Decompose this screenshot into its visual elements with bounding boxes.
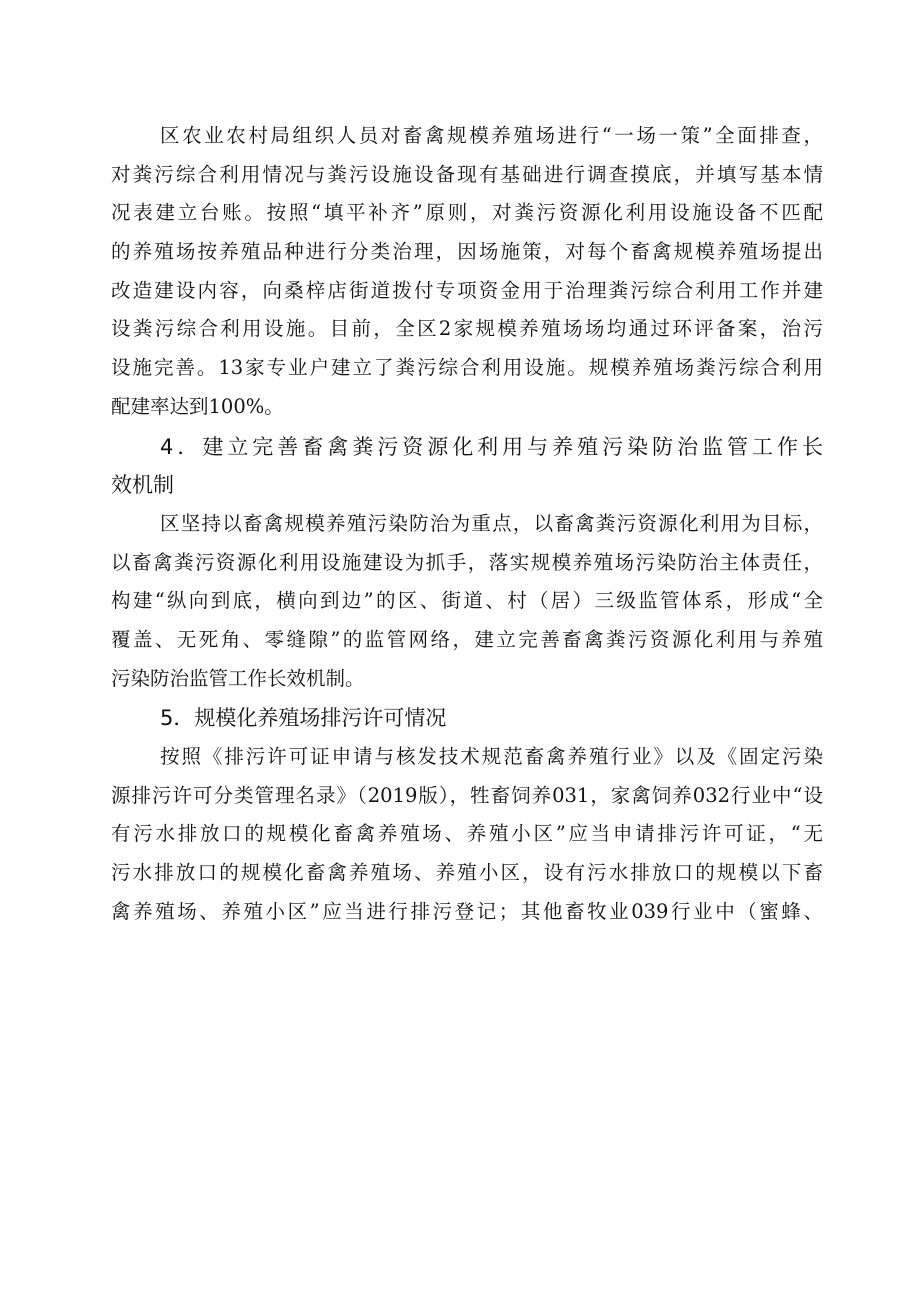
paragraph-1 [111, 117, 823, 427]
section-heading-5 [111, 699, 823, 738]
section-heading-5-line: 5．规模化养殖场排污许可情况 [160, 706, 447, 731]
paragraph-3-line: 按照《排污许可证申请与核发技术规范畜禽养殖行业》以及《固定污染 [160, 745, 823, 768]
paragraph-2-line: 覆盖、无死角、零缝隙”的监管网络，建立完善畜禽粪污资源化利用与养殖 [111, 627, 823, 651]
paragraph-1-line: 区农业农村局组织人员对畜禽规模养殖场进行“一场一策”全面排查， [160, 124, 823, 147]
paragraph-3-line: 禽养殖场、养殖小区”应当进行排污登记；其他畜牧业039行业中（蜜蜂、 [111, 899, 823, 923]
paragraph-1-line: 况表建立台账。按照“填平补齐”原则，对粪污资源化利用设施设备不匹配 [111, 201, 823, 225]
paragraph-2-line: 污染防治监管工作长效机制。 [111, 666, 365, 690]
paragraph-1-line: 配建率达到100%。 [111, 394, 284, 418]
paragraph-1-line: 对粪污综合利用情况与粪污设施设备现有基础进行调查摸底，并填写基本情 [111, 162, 823, 186]
document-page [111, 117, 823, 931]
section-heading-4 [111, 428, 823, 505]
paragraph-3 [111, 738, 823, 931]
section-heading-4-line: 4．建立完善畜禽粪污资源化利用与养殖污染防治监管工作长 [160, 434, 823, 459]
paragraph-2-line: 以畜禽粪污资源化利用设施建设为抓手，落实规模养殖场污染防治主体责任， [111, 550, 823, 574]
paragraph-1-line: 改造建设内容，向桑梓店街道拨付专项资金用于治理粪污综合利用工作并建 [111, 278, 823, 302]
paragraph-2-line: 区坚持以畜禽规模养殖污染防治为重点，以畜禽粪污资源化利用为目标， [160, 511, 823, 535]
paragraph-3-line: 污水排放口的规模化畜禽养殖场、养殖小区，设有污水排放口的规模以下畜 [111, 861, 823, 885]
paragraph-3-line: 源排污许可分类管理名录》（2019版），牲畜饲养031，家禽饲养032行业中“设 [111, 783, 823, 807]
section-heading-4-line: 效机制 [111, 473, 174, 498]
paragraph-2 [111, 505, 823, 698]
paragraph-1-line: 设施完善。13家专业户建立了粪污综合利用设施。规模养殖场粪污综合利用 [111, 356, 823, 380]
paragraph-1-line: 的养殖场按养殖品种进行分类治理，因场施策，对每个畜禽规模养殖场提出 [111, 240, 823, 264]
paragraph-2-line: 构建“纵向到底，横向到边”的区、街道、村（居）三级监管体系，形成“全 [111, 589, 823, 613]
paragraph-3-line: 有污水排放口的规模化畜禽养殖场、养殖小区”应当申请排污许可证，“无 [111, 822, 823, 846]
paragraph-1-line: 设粪污综合利用设施。目前，全区2家规模养殖场场均通过环评备案，治污 [111, 317, 823, 341]
